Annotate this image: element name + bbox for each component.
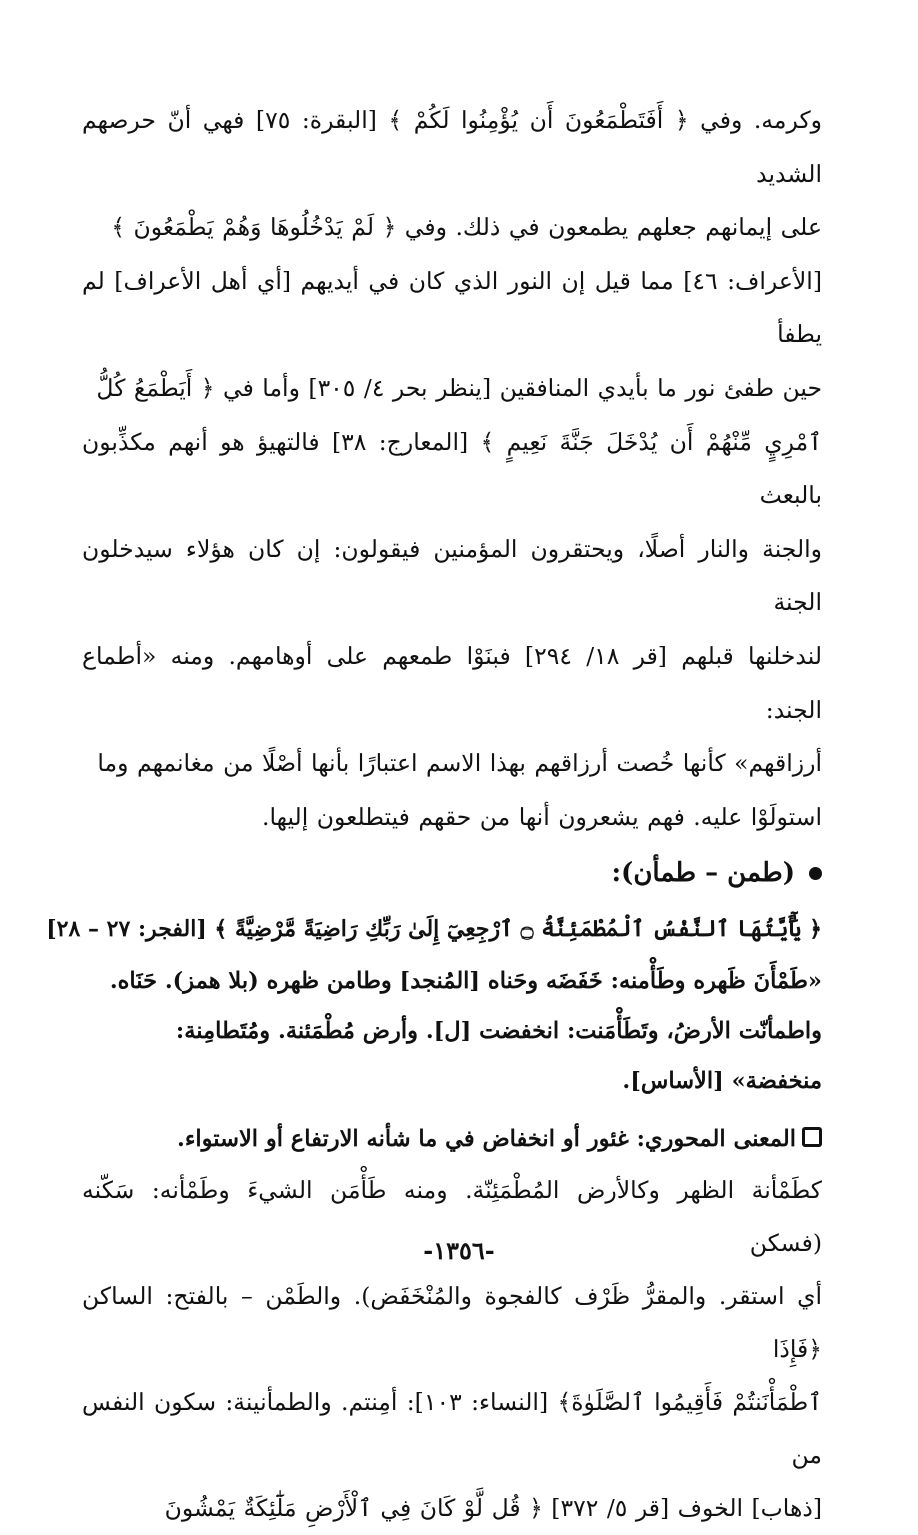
text-line: لندخلنها قبلهم [قر ١٨/ ٢٩٤] فبنَوْا طمعهم على أوهامهم. ومنه «أطماع الجند: [82,641,822,724]
axis-meaning-text: غئور أو انخفاض في ما شأنه الارتفاع أو الاستواء. [177,1126,637,1153]
entry-heading-text: (طمن – طمأن): [611,858,795,889]
page-number: -١٣٥٦- [423,1236,495,1265]
quran-verse: ﴿ يَٰٓأَيَّتُهَا ٱلنَّفْسُ ٱلْمُطْمَئِنَّةُ ۝ ٱرْجِعِيٓ إِلَىٰ رَبِّكِ رَاضِيَةً مَّرْضِيَّةً ﴾ [الفجر: ٢٧ – ٢٨] [46,916,822,943]
bullet-icon [809,867,822,880]
text-line: واطمأنّت الأرضُ، وتَطَأْمَنت: انخفضت [ل]. وأرض مُطْمَئنة. ومُتَطامِنة: [175,1018,822,1045]
text-line: [الأعراف: ٤٦] مما قيل إن النور الذي كان في أيديهم [أي أهل الأعراف] لم يطفأ [82,266,822,349]
paragraph-2 [82,1164,822,1535]
text-line: [ذهاب] الخوف [قر ٥/ ٣٧٢] ﴿ قُل لَّوْ كَانَ فِي ٱلْأَرْضِ مَلَٰٓئِكَةٌ يَمْشُونَ [164,1494,822,1523]
square-box-icon [802,1127,822,1147]
text-line: منخفضة» [الأساس]. [622,1068,822,1095]
text-line: حين طفئ نور ما بأيدي المنافقين [ينظر بحر ٤/ ٣٠٥] وأما في ﴿ أَيَطْمَعُ كُلُّ [96,373,822,402]
spacer [82,1106,822,1114]
text-line: على إيمانهم جعلهم يطمعون في ذلك. وفي ﴿ لَمْ يَدْخُلُوهَا وَهُمْ يَطْمَعُونَ ﴾ [111,213,822,242]
text-line: ٱطْمَأْنَنتُمْ فَأَقِيمُوا ٱلصَّلَوٰةَ﴾ [النساء: ١٠٣]: أمِنتم. والطمأنينة: سكون النفس من [82,1388,822,1470]
text-line: «طَمْأَنَ ظَهره وطَأْمنه: خَفَضَه وحَناه [المُنجد] وطامن ظهره (بلا همز). حَنَاه. [109,968,822,995]
text-line: ٱمْرِيٍ مِّنْهُمْ أَن يُدْخَلَ جَنَّةَ نَعِيمٍ ﴾ [المعارج: ٣٨] فالتهيؤ هو أنهم مكذِّبون بالبعث [82,427,822,510]
text-line: أي استقر. والمقرُّ ظَرْف كالفجوة والمُنْخَفَض). والطَمْن – بالفتح: الساكن ﴿فَإِذَا [82,1282,822,1364]
paragraph-1 [82,94,822,844]
text-line: أرزاقهم» كأنها خُصت أرزاقهم بهذا الاسم اعتبارًا بأنها أصْلًا من مغانمهم وما [97,749,822,778]
axis-meaning [82,1114,822,1164]
text-line: استولَوْا عليه. فهم يشعرون أنها من حقهم فيتطلعون إليها. [262,802,822,831]
page-body [46,94,822,1535]
axis-meaning-label: المعنى المحوري: [636,1126,796,1153]
text-line: وكرمه. وفي ﴿ أَفَتَطْمَعُونَ أَن يُؤْمِنُوا لَكُمْ ﴾ [البقرة: ٧٥] فهي أنّ حرصهم الشديد [82,106,822,188]
text-line: والجنة والنار أصلًا، ويحتقرون المؤمنين فيقولون: إن كان هؤلاء سيدخلون الجنة [82,534,822,617]
lexical-definition [82,956,822,1106]
entry-heading [82,844,822,902]
text-line: كطَمْأنة الظهر وكالأرض المُطْمَئِنّة. ومنه طَأْمَن الشيءَ وطَمْأنه: سَكّنه (فسكن [82,1176,822,1258]
